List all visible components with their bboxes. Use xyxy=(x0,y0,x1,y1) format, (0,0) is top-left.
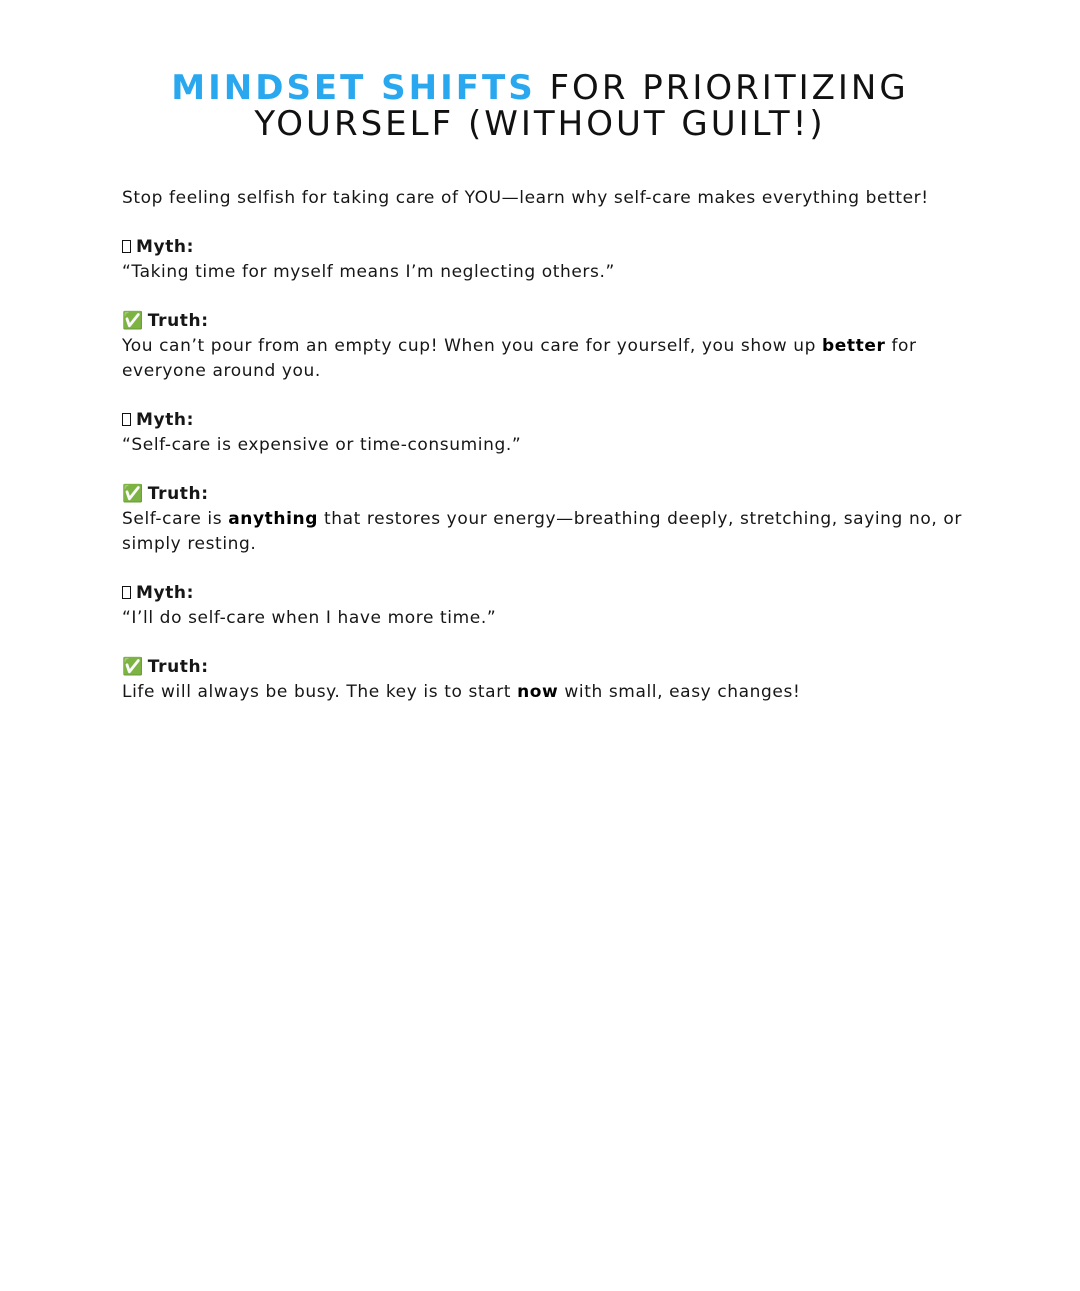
myth-heading xyxy=(122,581,972,606)
check-mark-icon: ✅ xyxy=(122,657,144,677)
truth-text-before: Life will always be busy. The key is to start xyxy=(122,682,518,702)
myth-block xyxy=(122,408,972,458)
missing-glyph-icon xyxy=(122,586,131,599)
truth-text xyxy=(122,507,972,557)
truth-text-after: for everyone around you. xyxy=(122,336,917,381)
myth-label: Myth: xyxy=(136,237,195,257)
truth-heading xyxy=(122,309,972,334)
myth-label: Myth: xyxy=(136,583,195,603)
truth-text-before: Self-care is xyxy=(122,509,229,529)
myth-block xyxy=(122,235,972,285)
truth-text-bold: anything xyxy=(228,509,318,529)
myth-heading xyxy=(122,408,972,433)
truth-label: Truth: xyxy=(147,657,209,677)
content-body xyxy=(122,186,972,729)
truth-text-before: You can’t pour from an empty cup! When you care for yourself, you show up xyxy=(122,336,822,356)
myth-block xyxy=(122,581,972,631)
truth-block xyxy=(122,309,972,384)
truth-label: Truth: xyxy=(147,484,209,504)
truth-heading xyxy=(122,482,972,507)
title-rest-line2: YOURSELF (WITHOUT GUILT!) xyxy=(254,104,826,144)
title-accent: MINDSET SHIFTS xyxy=(171,68,536,108)
truth-label: Truth: xyxy=(147,311,209,331)
myth-heading xyxy=(122,235,972,260)
truth-block xyxy=(122,482,972,557)
truth-text-after: with small, easy changes! xyxy=(558,682,801,702)
truth-text xyxy=(122,334,972,384)
truth-heading xyxy=(122,655,972,680)
truth-text-bold: better xyxy=(822,336,886,356)
myth-text: “Self-care is expensive or time-consuming.” xyxy=(122,435,522,455)
truth-text xyxy=(122,680,972,705)
title-rest-line1: FOR PRIORITIZING xyxy=(535,68,909,108)
missing-glyph-icon xyxy=(122,240,131,253)
intro-text: Stop feeling selfish for taking care of YOU—learn why self-care makes everything better! xyxy=(122,188,929,208)
truth-text-after: that restores your energy—breathing deeply, stretching, saying no, or simply resting. xyxy=(122,509,962,554)
myth-text: “I’ll do self-care when I have more time.” xyxy=(122,608,497,628)
truth-text-bold: now xyxy=(517,682,559,702)
missing-glyph-icon xyxy=(122,413,131,426)
page-title xyxy=(0,70,1080,142)
truth-block xyxy=(122,655,972,705)
myth-text: “Taking time for myself means I’m neglecting others.” xyxy=(122,262,615,282)
check-mark-icon: ✅ xyxy=(122,484,144,504)
myth-label: Myth: xyxy=(136,410,195,430)
check-mark-icon: ✅ xyxy=(122,311,144,331)
